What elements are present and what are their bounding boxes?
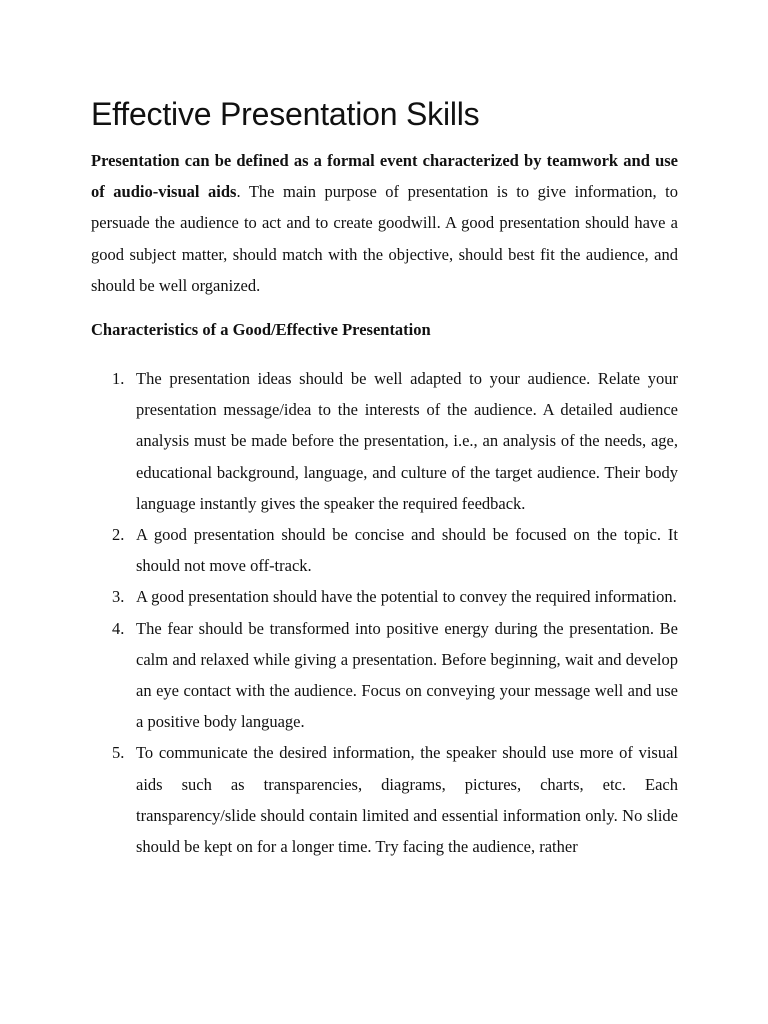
list-item-text: A good presentation should have the potential to convey the required information. bbox=[136, 587, 677, 607]
list-item-number: 3. bbox=[112, 587, 125, 607]
document-page bbox=[91, 93, 678, 862]
list-item bbox=[91, 737, 678, 862]
list-item bbox=[91, 613, 678, 738]
list-item bbox=[91, 581, 678, 612]
list-item-number: 2. bbox=[112, 525, 125, 545]
intro-bold-text: Presentation can be defined as a formal event characterized by teamwork and use of audio-visual aids bbox=[91, 151, 678, 202]
document-title: Effective Presentation Skills bbox=[91, 96, 480, 132]
list-item-text: The fear should be transformed into positive energy during the presentation. Be calm and relaxed while giving a presentation. Before beginning, wait and develop an eye contact with the audience. Focus on conveying your message well and use a positive body language. bbox=[136, 618, 678, 732]
list-item-text: A good presentation should be concise and should be focused on the topic. It should not move off-track. bbox=[136, 525, 678, 576]
list-item-number: 4. bbox=[112, 618, 125, 638]
intro-text: . The main purpose of presentation is to give information, to persuade the audience to act and to create goodwill. A good presentation should have a good subject matter, should match with the objective, should best fit the audience, and should be well organized. bbox=[91, 182, 679, 295]
list-item bbox=[91, 363, 678, 519]
list-item-number: 1. bbox=[112, 369, 125, 389]
list-item bbox=[91, 519, 678, 581]
list-item-text: The presentation ideas should be well adapted to your audience. Relate your presentation message/idea to the interests of the audience. A detailed audience analysis must be made before the presentation, i.e., an analysis of the needs, age, educational background, language, and culture of the target audience. Their body language instantly gives the speaker the required feedback. bbox=[136, 369, 678, 513]
section-heading: Characteristics of a Good/Effective Presentation bbox=[91, 320, 431, 340]
characteristics-list bbox=[91, 363, 678, 862]
list-item-text: To communicate the desired information, the speaker should use more of visual aids such as transparencies, diagrams, pictures, charts, etc. Each transparency/slide should contain limited and essential information only. No slide should be kept on for a longer time. Try facing the audience, rather bbox=[136, 743, 678, 857]
list-item-number: 5. bbox=[112, 743, 125, 763]
intro-paragraph bbox=[91, 145, 678, 301]
